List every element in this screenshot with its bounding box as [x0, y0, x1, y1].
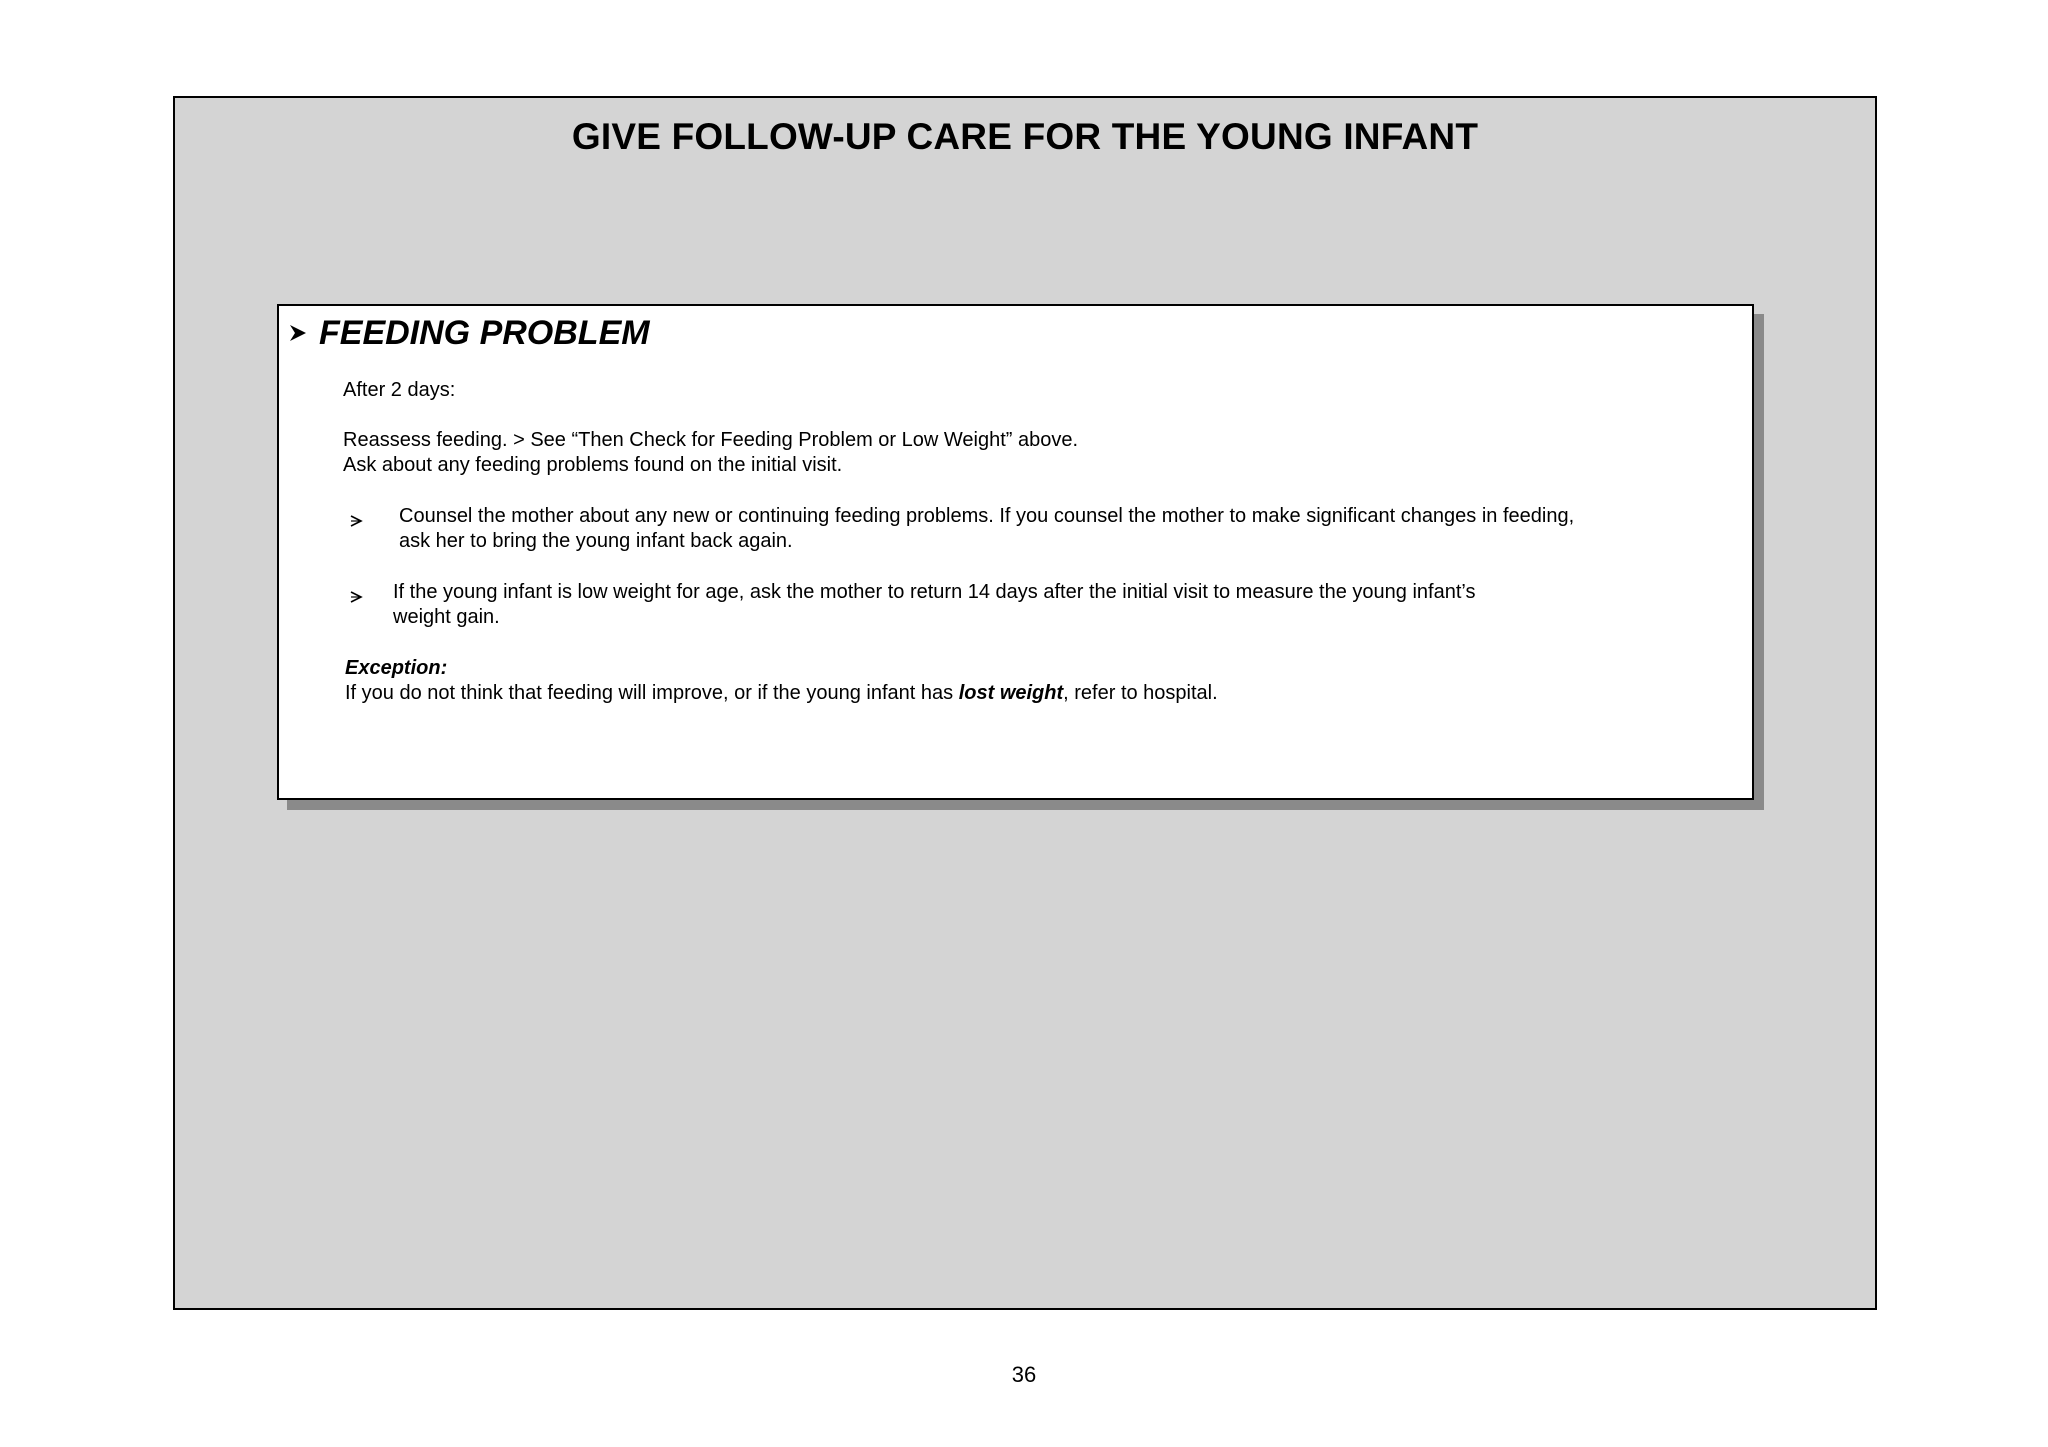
bullet-line: Counsel the mother about any new or continuing feeding problems. If you counsel the mother to make significant changes in feeding, — [399, 505, 1575, 527]
arrowhead-bullet-icon — [349, 580, 369, 630]
exception-label: Exception: — [345, 657, 448, 679]
reassess-line-2: Ask about any feeding problems found on the initial visit. — [343, 454, 843, 476]
page-number: 36 — [1011, 1362, 1037, 1387]
exception-text — [345, 681, 1218, 706]
section-heading — [287, 314, 650, 353]
exception-text-before: If you do not think that feeding will improve, or if the young infant has — [345, 682, 959, 704]
arrowhead-bullet-icon — [287, 314, 309, 353]
exception-text-after: , refer to hospital. — [1063, 682, 1218, 704]
feeding-problem-panel — [277, 304, 1754, 800]
bullet-line: If the young infant is low weight for age, ask the mother to return 14 days after the initial visit to measure the young infant’s — [393, 581, 1476, 603]
bullet-line: ask her to bring the young infant back again. — [399, 530, 793, 552]
bullet-item — [349, 504, 1574, 554]
bullet-text — [399, 504, 1574, 554]
reassess-line-1: Reassess feeding. > See “Then Check for Feeding Problem or Low Weight” above. — [343, 429, 1079, 451]
page-frame — [173, 96, 1877, 1310]
page-title: GIVE FOLLOW-UP CARE FOR THE YOUNG INFANT — [571, 116, 1479, 157]
bullet-line: weight gain. — [393, 606, 500, 628]
arrowhead-bullet-icon — [349, 504, 369, 554]
timing-text: After 2 days: — [343, 379, 456, 401]
exception-emphasis: lost weight — [958, 682, 1064, 704]
bullet-item — [349, 580, 1475, 630]
bullet-text — [393, 580, 1475, 630]
section-heading-label: FEEDING PROBLEM — [319, 314, 650, 352]
